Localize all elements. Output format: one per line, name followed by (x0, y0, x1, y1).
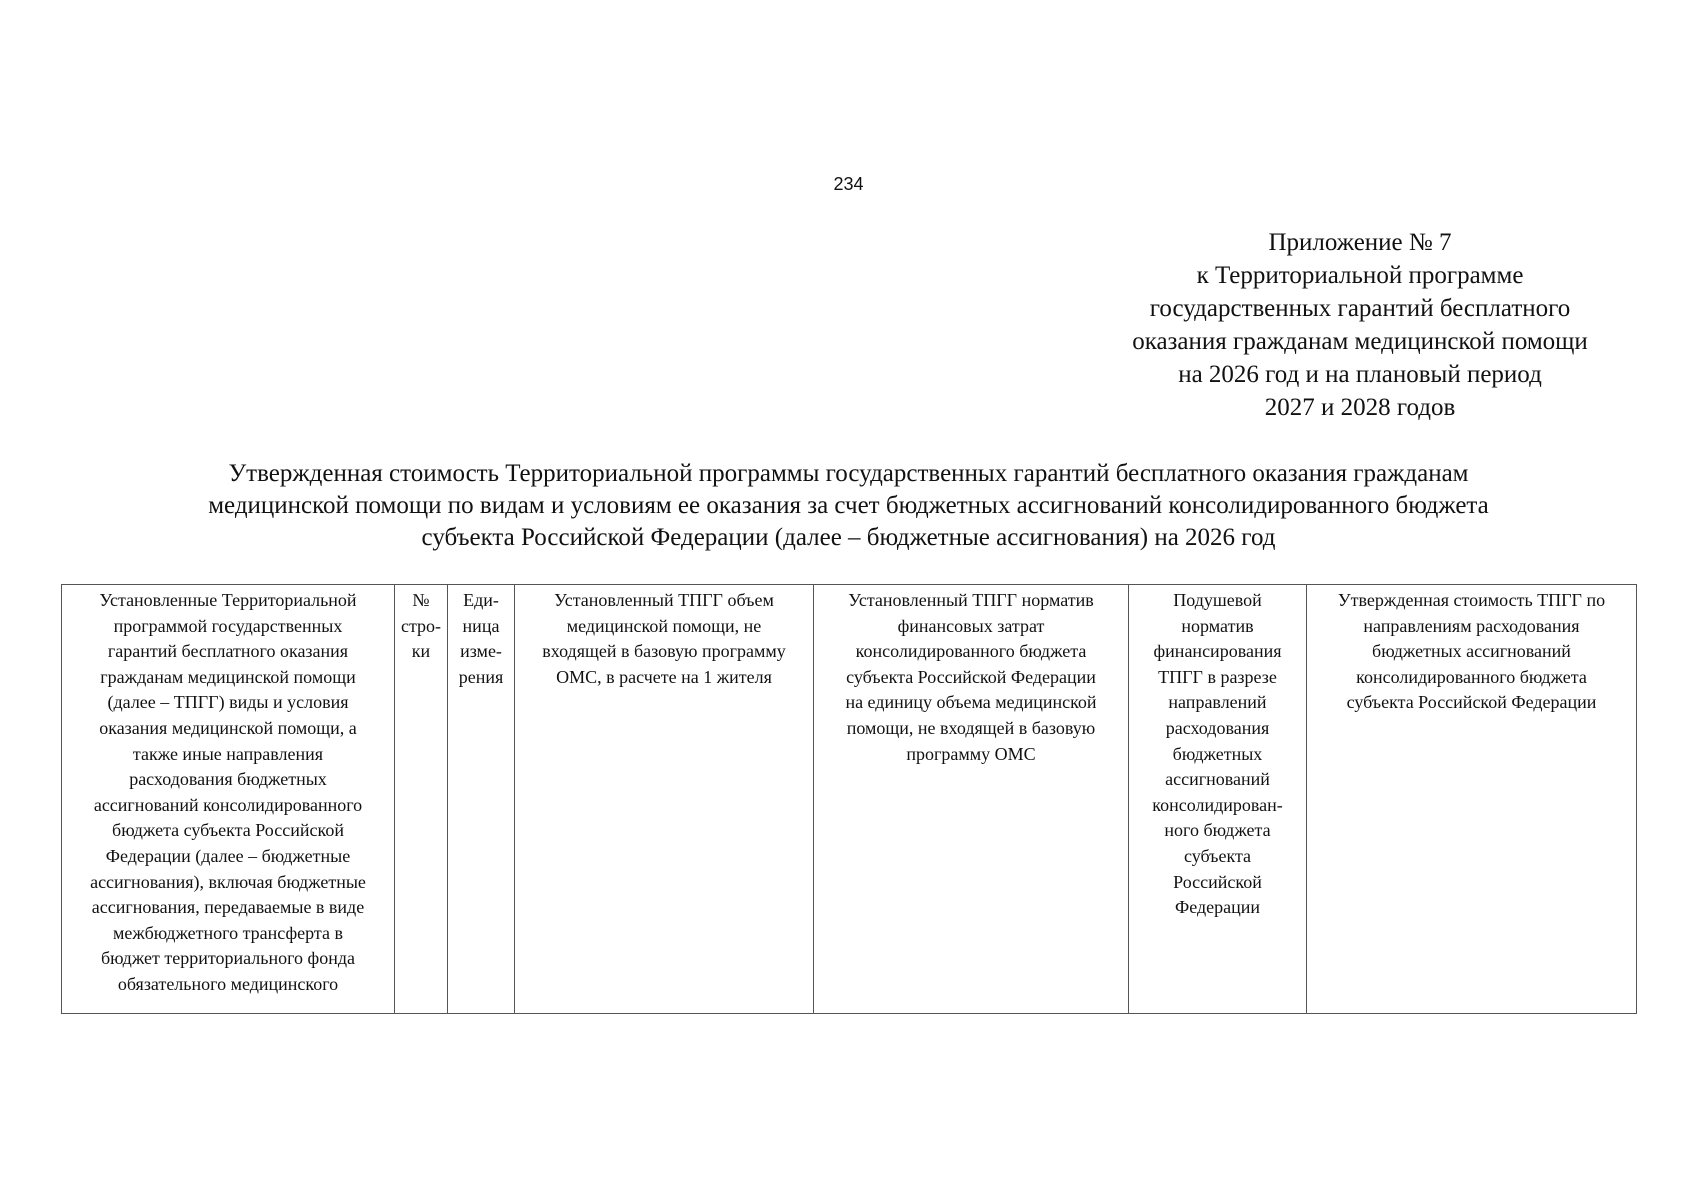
title-line: Утвержденная стоимость Территориальной программы государственных гарантий бесплатного оказания гражданам (228, 460, 1469, 487)
header-cell-approved-cost (1307, 585, 1637, 1014)
appendix-line: 2027 и 2028 годов (1264, 394, 1456, 421)
appendix-line: государственных гарантий бесплатного (1149, 295, 1571, 322)
header-label: Утвержденная стоимость ТПГГ по направлениям расходования бюджетных ассигнований консолидированного бюджета субъекта Российской Федерации (1337, 590, 1606, 713)
header-cell-per-capita-norm (1129, 585, 1307, 1014)
appendix-line: к Территориальной программе (1196, 262, 1524, 289)
header-label: Установленный ТПГГ норматив финансовых затрат консолидированного бюджета субъекта Российской Федерации на единицу объема медицинской помощи, не входящей в базовую программу ОМС (845, 590, 1097, 764)
title-line: медицинской помощи по видам и условиям ее оказания за счет бюджетных ассигнований консолидированного бюджета (208, 492, 1489, 519)
appendix-heading (1080, 226, 1640, 424)
header-cell-row-number (395, 585, 448, 1014)
header-label: № стро- ки (400, 590, 442, 662)
header-cell-unit (448, 585, 515, 1014)
cost-table (61, 584, 1637, 1014)
page-number: 234 (833, 174, 864, 194)
table-header-row (62, 585, 1637, 1014)
header-label: Установленные Территориальной программой государственных гарантий бесплатного оказания гражданам медицинской помощи (далее – ТПГГ) виды и условия оказания медицинской помощи, а также иные направления расходования бюджетных ассигнований консолидированного бюджета субъекта Российской Федерации (далее – бюджетные ассигнования), включая бюджетные ассигнования, передаваемые в виде межбюджетного трансферта в бюджет территориального фонда обязательного медицинского (90, 590, 366, 994)
header-cell-volume (515, 585, 814, 1014)
appendix-line: оказания гражданам медицинской помощи (1132, 328, 1588, 355)
header-label: Установленный ТПГГ объем медицинской помощи, не входящей в базовую программу ОМС, в расчете на 1 жителя (542, 590, 786, 687)
appendix-line: Приложение № 7 (1268, 229, 1452, 256)
appendix-line: на 2026 год и на плановый период (1178, 361, 1542, 388)
title-line: субъекта Российской Федерации (далее – бюджетные ассигнования) на 2026 год (421, 524, 1276, 551)
header-label: Подушевой норматив финансирования ТПГГ в разрезе направлений расходования бюджетных ассигнований консолидирован- ного бюджета субъекта Российской Федерации (1152, 590, 1283, 918)
document-title (60, 458, 1637, 554)
header-cell-cost-norm (814, 585, 1129, 1014)
header-label: Еди- ница изме- рения (458, 590, 504, 687)
header-cell-types-of-care (62, 585, 395, 1014)
